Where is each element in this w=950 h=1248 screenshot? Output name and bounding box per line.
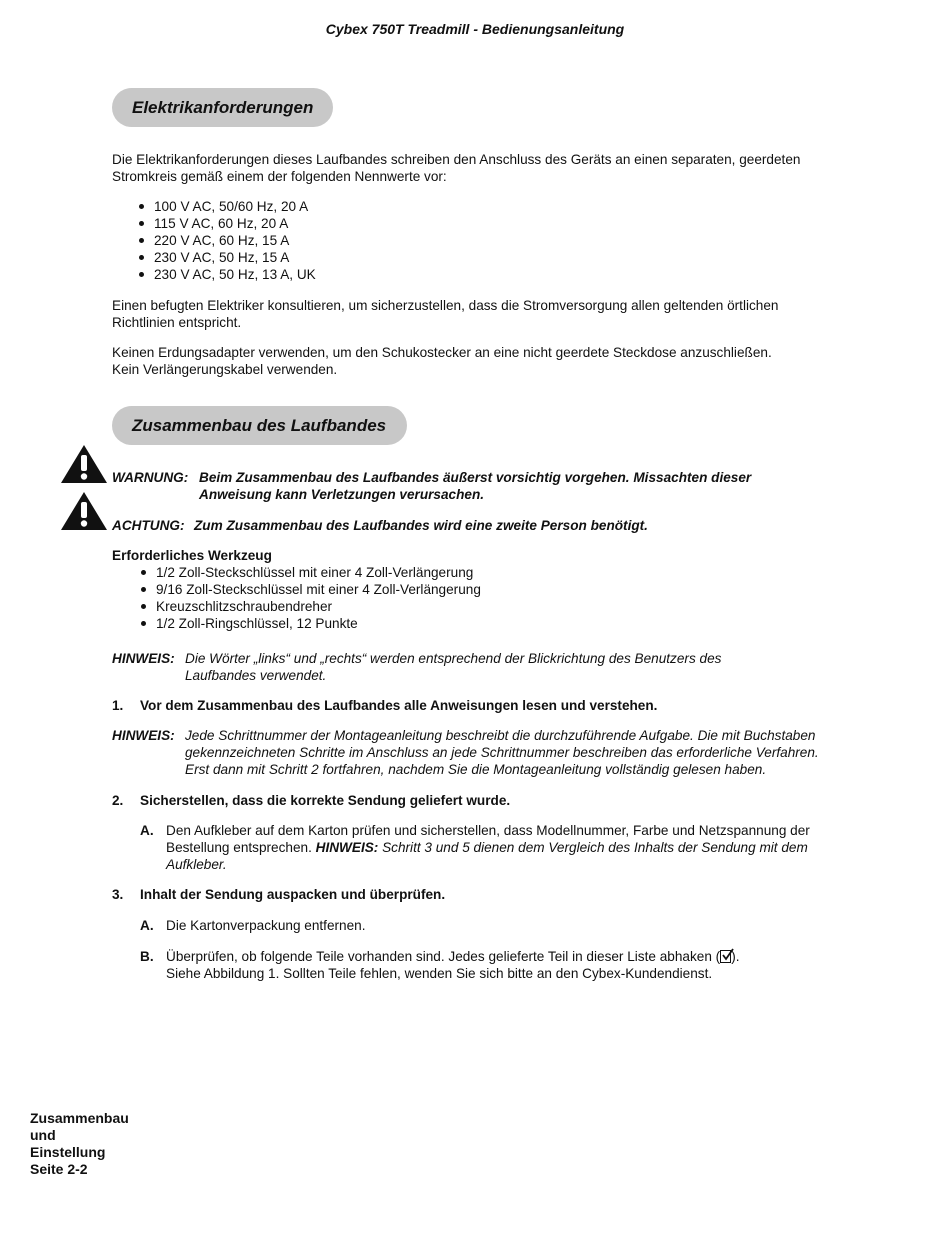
substep-main-text: Den Aufkleber auf dem Karton prüfen und sicherstellen, dass Modellnummer, Farbe und Netzspannung der Bestellung entsprechen. (166, 823, 810, 855)
extension-cord-line: Kein Verlängerungskabel verwenden. (112, 362, 338, 377)
step-3b (140, 948, 840, 982)
note-label: HINWEIS: (112, 728, 175, 743)
electrical-intro: Die Elektrikanforderungen dieses Laufbandes schreiben den Anschluss des Geräts an einen separaten, geerdeten Stromkreis gemäß einem der folgenden Nennwerte vor: (112, 152, 801, 184)
caution-text: Zum Zusammenbau des Laufbandes wird eine zweite Person benötigt. (194, 518, 648, 533)
warning-label: WARNUNG: (112, 470, 189, 485)
ratings-list (138, 198, 316, 283)
warning-text: Beim Zusammenbau des Laufbandes äußerst vorsichtig vorgehen. Missachten dieser Anweisung kann Verletzungen verursachen. (199, 470, 752, 502)
warning-triangle-icon (60, 444, 108, 484)
caution-block (112, 517, 812, 534)
warning-block (112, 469, 792, 503)
substep-line2: Siehe Abbildung 1. Sollten Teile fehlen, wenden Sie sich bitte an den Cybex-Kundendienst. (166, 966, 713, 981)
section-title-assembly: Zusammenbau des Laufbandes (112, 406, 407, 445)
footer-line: und (30, 1127, 56, 1143)
footer-page-number: Seite 2-2 (30, 1161, 88, 1177)
document-header-title: Cybex 750T Treadmill - Bedienungsanleitung (325, 21, 625, 37)
step-text: Inhalt der Sendung auspacken und überprüfen. (140, 887, 446, 902)
substep-text (166, 948, 840, 982)
note-label: HINWEIS: (112, 651, 175, 666)
list-item: 1/2 Zoll-Steckschlüssel mit einer 4 Zoll-Verlängerung (140, 564, 481, 581)
note-step-numbers (112, 727, 844, 778)
list-item: 220 V AC, 60 Hz, 15 A (138, 232, 316, 249)
step-number: 2. (112, 793, 124, 808)
substep-text (166, 822, 830, 873)
substep-letter: A. (140, 823, 154, 838)
list-item: 100 V AC, 50/60 Hz, 20 A (138, 198, 316, 215)
list-item: 115 V AC, 60 Hz, 20 A (138, 215, 316, 232)
step-2a (140, 822, 830, 873)
checkmark-box-icon (720, 950, 731, 963)
tools-heading: Erforderliches Werkzeug (112, 548, 272, 563)
substep-letter: B. (140, 949, 154, 964)
section-title-electrical: Elektrikanforderungen (112, 88, 333, 127)
tools-list (140, 564, 481, 632)
caution-label: ACHTUNG: (112, 518, 185, 533)
adapter-line: Keinen Erdungsadapter verwenden, um den Schukostecker an eine nicht geerdete Steckdose anzuschließen. (112, 345, 772, 360)
list-item: 9/16 Zoll-Steckschlüssel mit einer 4 Zoll-Verlängerung (140, 581, 481, 598)
step-text: Sicherstellen, dass die korrekte Sendung geliefert wurde. (140, 793, 511, 808)
list-item: 230 V AC, 50 Hz, 15 A (138, 249, 316, 266)
step-text: Vor dem Zusammenbau des Laufbandes alle Anweisungen lesen und verstehen. (140, 698, 658, 713)
step-3a (140, 917, 830, 934)
inline-note-text: Schritt 3 und 5 dienen dem Vergleich des Inhalts der Sendung mit dem Aufkleber. (166, 840, 808, 872)
note-text: Die Wörter „links“ und „rechts“ werden entsprechend der Blickrichtung des Benutzers des Laufbandes verwendet. (185, 651, 722, 683)
step-2 (112, 792, 832, 809)
adapter-paragraph (112, 344, 872, 378)
step-1 (112, 697, 832, 714)
step-number: 1. (112, 698, 124, 713)
page-footer (30, 1110, 129, 1178)
caution-triangle-icon (60, 491, 108, 531)
list-item: Kreuzschlitzschraubendreher (140, 598, 481, 615)
footer-line: Einstellung (30, 1144, 106, 1160)
footer-line: Zusammenbau (30, 1110, 129, 1126)
note-text: Jede Schrittnummer der Montageanleitung beschreibt die durchzuführende Aufgabe. Die mit Buchstaben gekennzeichneten Schritte im Anschluss an jede Schrittnummer beschreiben das erforderliche Verfahren. Erst dann mit Schritt 2 fortfahren, nachdem Sie die Montageanleitung vollständig gelesen haben. (185, 728, 819, 777)
substep-text-before: Überprüfen, ob folgende Teile vorhanden sind. Jedes gelieferte Teil in dieser Liste abhaken ( (166, 949, 721, 964)
step-number: 3. (112, 887, 124, 902)
list-item: 1/2 Zoll-Ringschlüssel, 12 Punkte (140, 615, 481, 632)
step-3 (112, 886, 832, 903)
note-left-right (112, 650, 722, 684)
list-item: 230 V AC, 50 Hz, 13 A, UK (138, 266, 316, 283)
electrician-paragraph: Einen befugten Elektriker konsultieren, um sicherzustellen, dass die Stromversorgung allen geltenden örtlichen Richtlinien entspricht. (112, 298, 779, 330)
inline-note-label: HINWEIS: (315, 840, 379, 855)
substep-text-after: ). (731, 949, 740, 964)
substep-text: Die Kartonverpackung entfernen. (166, 918, 366, 933)
substep-letter: A. (140, 918, 154, 933)
